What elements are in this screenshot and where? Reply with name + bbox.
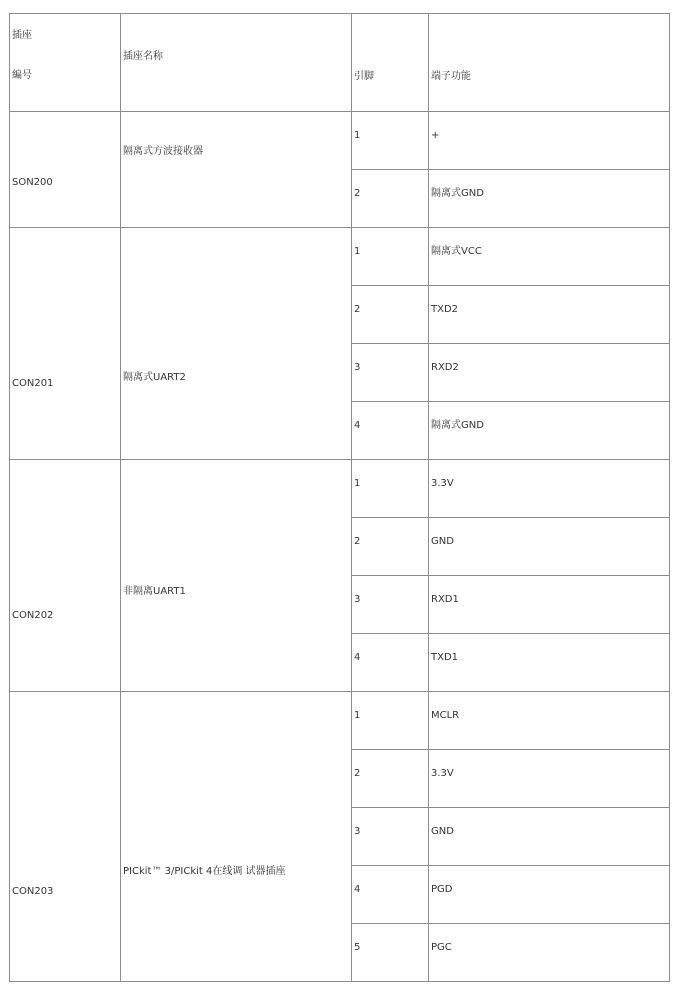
table-row: [10, 228, 670, 286]
pin-number: 1: [352, 112, 429, 170]
pin-function: 隔离式VCC: [429, 228, 670, 286]
header-row: [10, 14, 670, 112]
pin-number: 2: [352, 286, 429, 344]
pin-function: +: [429, 112, 670, 170]
pin-function: PGC: [429, 924, 670, 982]
pin-function: 隔离式GND: [429, 402, 670, 460]
pin-function: PGD: [429, 866, 670, 924]
pin-number: 4: [352, 866, 429, 924]
connector-table: [9, 13, 670, 982]
connector-name: PICkit™ 3/PICkit 4在线调 试器插座: [121, 692, 352, 982]
pin-function: TXD1: [429, 634, 670, 692]
connector-id: CON202: [10, 460, 121, 692]
header-pin: 引脚: [352, 14, 429, 112]
pin-function: RXD2: [429, 344, 670, 402]
pin-number: 2: [352, 750, 429, 808]
pin-number: 4: [352, 634, 429, 692]
connector-id: CON203: [10, 692, 121, 982]
connector-name: 隔离式UART2: [121, 228, 352, 460]
table-row: [10, 692, 670, 750]
pin-number: 4: [352, 402, 429, 460]
connector-id: SON200: [10, 112, 121, 228]
header-socket-number: [10, 14, 121, 112]
pin-number: 1: [352, 460, 429, 518]
header-socket-line2: 編号: [12, 70, 32, 81]
pin-function: RXD1: [429, 576, 670, 634]
pin-number: 2: [352, 518, 429, 576]
pin-number: 3: [352, 808, 429, 866]
pin-number: 3: [352, 344, 429, 402]
table-row: [10, 460, 670, 518]
header-socket-line1: 插座: [12, 30, 32, 41]
connector-name: 非隔离UART1: [121, 460, 352, 692]
pin-function: GND: [429, 518, 670, 576]
connector-id: CON201: [10, 228, 121, 460]
pin-function: 3.3V: [429, 750, 670, 808]
pin-function: TXD2: [429, 286, 670, 344]
pin-number: 2: [352, 170, 429, 228]
pin-number: 1: [352, 228, 429, 286]
pin-number: 5: [352, 924, 429, 982]
pin-function: MCLR: [429, 692, 670, 750]
pin-function: GND: [429, 808, 670, 866]
pin-function: 隔离式GND: [429, 170, 670, 228]
connector-name: 隔离式方波接收器: [121, 112, 352, 228]
pin-number: 3: [352, 576, 429, 634]
header-function: 端子功能: [429, 14, 670, 112]
pin-function: 3.3V: [429, 460, 670, 518]
table-row: [10, 112, 670, 170]
pin-number: 1: [352, 692, 429, 750]
header-socket-name: 插座名称: [121, 14, 352, 112]
